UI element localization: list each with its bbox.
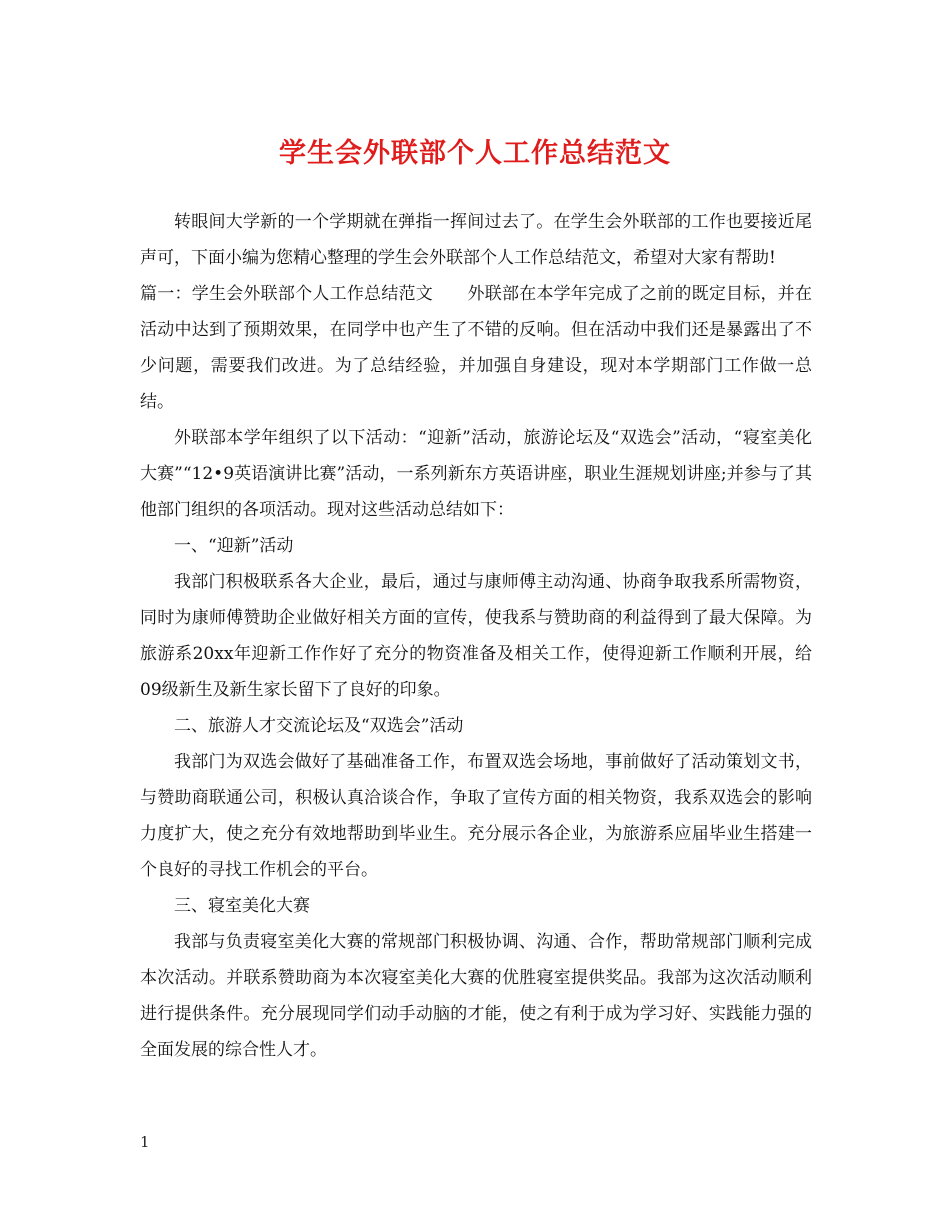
section-heading-dorm: 三、寝室美化大赛: [174, 896, 310, 916]
page-number: 1: [140, 1133, 150, 1151]
document-body: [140, 204, 812, 1068]
paragraph-forum: 我部门为双选会做好了基础准备工作，布置双选会场地，事前做好了活动策划文书，与赞助商联通公司，积极认真洽谈合作，争取了宣传方面的相关物资，我系双选会的影响力度扩大，使之充分有效地帮助到毕业生。充分展示各企业，为旅游系应届毕业生搭建一个良好的寻找工作机会的平台。: [140, 752, 812, 880]
paragraph-part-one: 篇一：学生会外联部个人工作总结范文 外联部在本学年完成了之前的既定目标，并在活动中达到了预期效果，在同学中也产生了不错的反响。但在活动中我们还是暴露出了不少问题，需要我们改进。为了总结经验，并加强自身建设，现对本学期部门工作做一总结。: [140, 284, 812, 412]
paragraph-intro: 转眼间大学新的一个学期就在弹指一挥间过去了。在学生会外联部的工作也要接近尾声可，下面小编为您精心整理的学生会外联部个人工作总结范文，希望对大家有帮助!: [140, 212, 812, 268]
section-heading-welcome: 一、“迎新”活动: [174, 536, 294, 556]
paragraph-welcome: 我部门积极联系各大企业，最后，通过与康师傅主动沟通、协商争取我系所需物资，同时为康师傅赞助企业做好相关方面的宣传，使我系与赞助商的利益得到了最大保障。为旅游系20xx年迎新工作作好了充分的物资准备及相关工作，使得迎新工作顺利开展，给09级新生及新生家长留下了良好的印象。: [140, 572, 812, 700]
paragraph-dorm: 我部与负责寝室美化大赛的常规部门积极协调、沟通、合作，帮助常规部门顺利完成本次活动。并联系赞助商为本次寝室美化大赛的优胜寝室提供奖品。我部为这次活动顺利进行提供条件。充分展现同学们动手动脑的才能，使之有利于成为学习好、实践能力强的全面发展的综合性人才。: [140, 932, 812, 1060]
section-heading-forum: 二、旅游人才交流论坛及“双选会”活动: [174, 716, 464, 736]
document-title: 学生会外联部个人工作总结范文: [279, 138, 671, 169]
paragraph-activities-overview: 外联部本学年组织了以下活动：“迎新”活动，旅游论坛及“双选会”活动，“寝室美化大赛”“12•9英语演讲比赛”活动，一系列新东方英语讲座，职业生涯规划讲座;并参与了其他部门组织的各项活动。现对这些活动总结如下：: [140, 428, 812, 520]
